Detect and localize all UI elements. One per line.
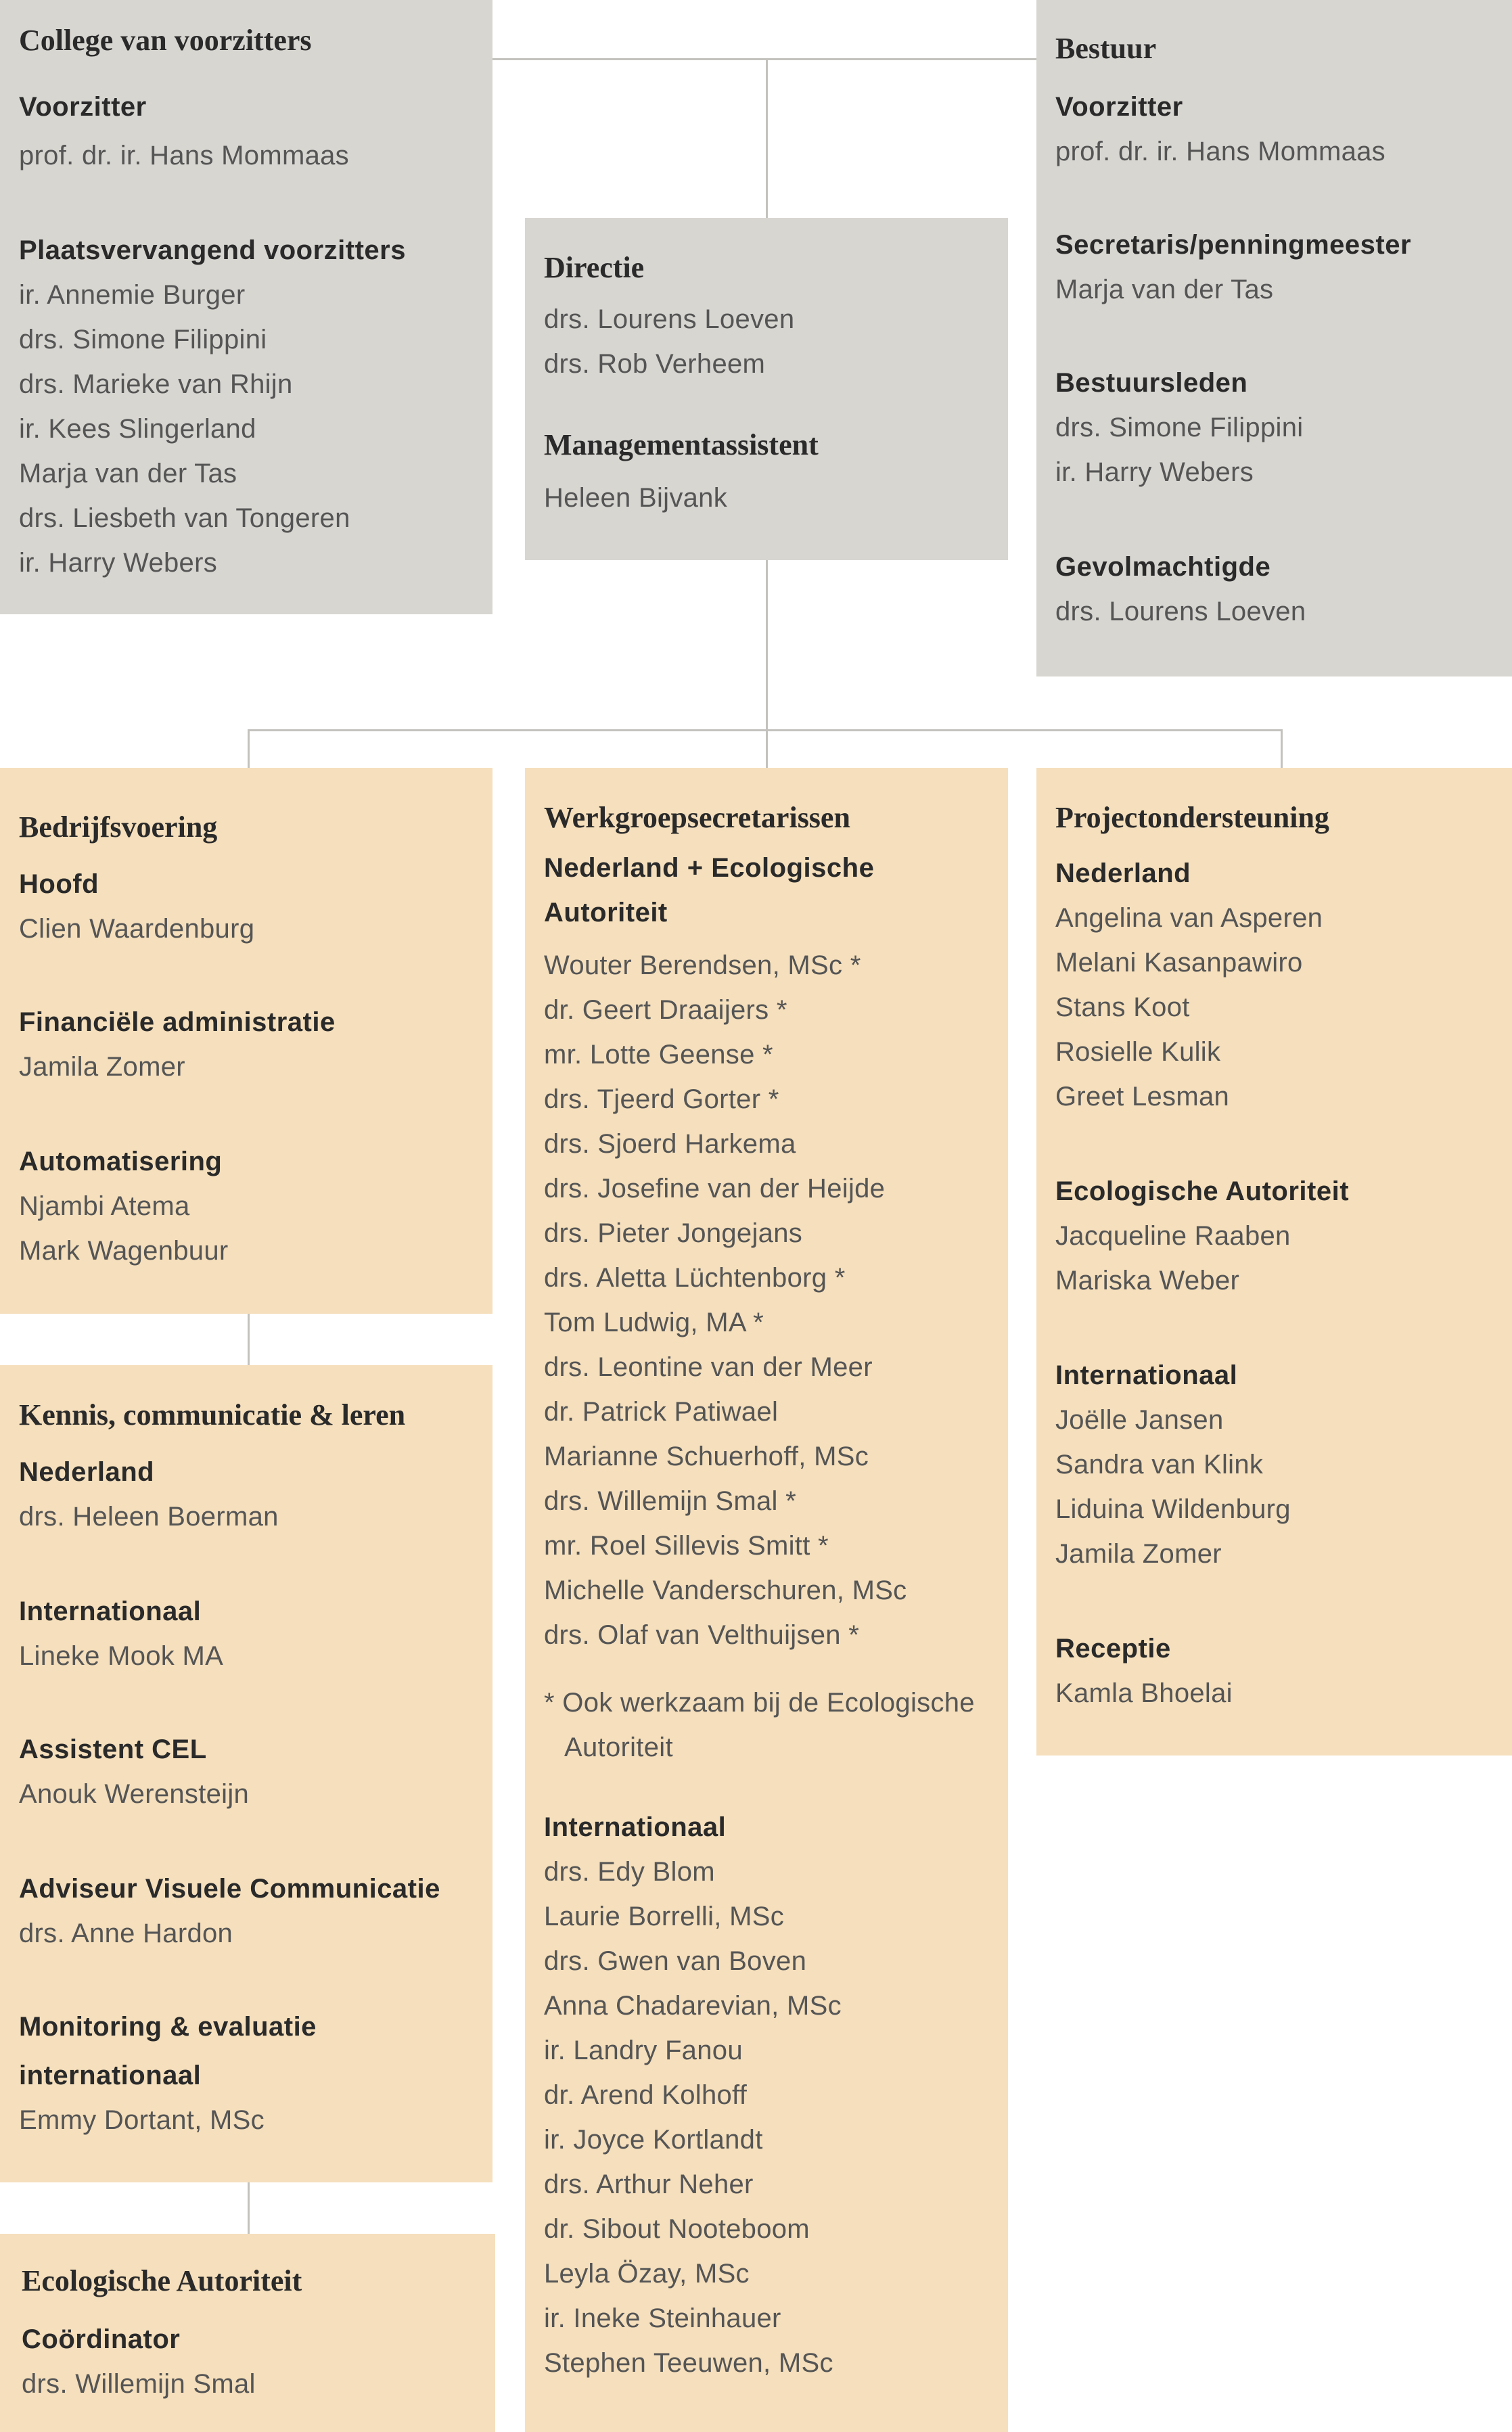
- werkgroep-int-heading: Internationaal: [544, 1812, 727, 1842]
- project-title: Projectondersteuning: [1055, 801, 1329, 834]
- werkgroep-int-name: Laurie Borrelli, MSc: [544, 1902, 785, 1931]
- werkgroep-int-name: ir. Landry Fanou: [544, 2036, 743, 2065]
- directie-member-name: drs. Lourens Loeven: [544, 304, 795, 334]
- kcl-box: [0, 1365, 492, 2182]
- werkgroep-nl-name: Wouter Berendsen, MSc *: [544, 950, 861, 980]
- bestuur-proxy-heading: Gevolmachtigde: [1055, 552, 1271, 582]
- college-deputy-name: Marja van der Tas: [19, 459, 237, 488]
- project-reception-name: Kamla Bhoelai: [1055, 1678, 1233, 1708]
- project-nl-name: Melani Kasanpawiro: [1055, 948, 1303, 978]
- kcl-monitoring-name: Emmy Dortant, MSc: [19, 2105, 265, 2135]
- bestuur-secretary-heading: Secretaris/penningmeester: [1055, 230, 1412, 260]
- bestuur-chair-name: prof. dr. ir. Hans Mommaas: [1055, 137, 1385, 166]
- project-nl-name: Stans Koot: [1055, 992, 1190, 1022]
- werkgroep-nl-name: drs. Willemijn Smal *: [544, 1486, 797, 1516]
- connector-top-horizontal: [492, 58, 1036, 60]
- kcl-nl-name: drs. Heleen Boerman: [19, 1502, 279, 1532]
- kcl-monitoring-heading: Monitoring & evaluatie: [19, 2012, 317, 2042]
- bestuur-secretary-name: Marja van der Tas: [1055, 275, 1274, 304]
- werkgroep-footnote: * Ook werkzaam bij de Ecologische: [544, 1688, 975, 1718]
- werkgroep-footnote: Autoriteit: [564, 1733, 673, 1762]
- werkgroep-nl-name: Tom Ludwig, MA *: [544, 1308, 764, 1337]
- bedrijfsvoering-head-name: Clien Waardenburg: [19, 914, 255, 944]
- eco-title: Ecologische Autoriteit: [22, 2264, 302, 2297]
- werkgroep-int-name: dr. Sibout Nooteboom: [544, 2214, 810, 2244]
- werkgroep-int-name: Anna Chadarevian, MSc: [544, 1991, 842, 2021]
- financial-admin-name: Jamila Zomer: [19, 1052, 185, 1082]
- directie-assistant-heading: Managementassistent: [544, 428, 819, 461]
- kcl-nl-heading: Nederland: [19, 1457, 155, 1487]
- bedrijfsvoering-box: [0, 768, 492, 1314]
- werkgroep-nl-name: drs. Aletta Lüchtenborg *: [544, 1263, 846, 1293]
- werkgroep-nl-name: mr. Roel Sillevis Smitt *: [544, 1531, 829, 1561]
- connector-to-project: [1281, 729, 1283, 768]
- werkgroep-int-name: Leyla Özay, MSc: [544, 2259, 750, 2289]
- connector-mid-horizontal: [248, 729, 1283, 731]
- directie-title: Directie: [544, 251, 645, 284]
- kcl-visual-name: drs. Anne Hardon: [19, 1919, 233, 1948]
- financial-admin-heading: Financiële administratie: [19, 1007, 336, 1037]
- werkgroep-nl-heading: Autoriteit: [544, 898, 668, 927]
- college-deputy-name: drs. Marieke van Rhijn: [19, 369, 293, 399]
- project-int-name: Jamila Zomer: [1055, 1539, 1222, 1569]
- project-nl-name: Angelina van Asperen: [1055, 903, 1323, 933]
- project-eco-heading: Ecologische Autoriteit: [1055, 1176, 1350, 1206]
- project-nl-name: Greet Lesman: [1055, 1082, 1230, 1111]
- bestuur-member-name: drs. Simone Filippini: [1055, 413, 1304, 442]
- automation-name: Mark Wagenbuur: [19, 1236, 229, 1266]
- directie-assistant-name: Heleen Bijvank: [544, 483, 728, 513]
- college-deputy-name: ir. Annemie Burger: [19, 280, 246, 310]
- project-nl-heading: Nederland: [1055, 858, 1191, 888]
- werkgroep-nl-name: mr. Lotte Geense *: [544, 1040, 773, 1070]
- werkgroep-nl-name: Michelle Vanderschuren, MSc: [544, 1576, 907, 1605]
- kcl-int-heading: Internationaal: [19, 1597, 202, 1626]
- bedrijfsvoering-title: Bedrijfsvoering: [19, 810, 218, 844]
- projectondersteuning-box: [1036, 768, 1512, 1756]
- werkgroep-nl-heading: Nederland + Ecologische: [544, 853, 875, 883]
- project-eco-name: Jacqueline Raaben: [1055, 1221, 1291, 1251]
- project-nl-name: Rosielle Kulik: [1055, 1037, 1221, 1067]
- automation-heading: Automatisering: [19, 1147, 223, 1176]
- connector-to-bedrijfsvoering: [248, 729, 250, 768]
- college-chair-heading: Voorzitter: [19, 92, 147, 122]
- connector-kcl-eco: [248, 2182, 250, 2234]
- werkgroep-int-name: drs. Arthur Neher: [544, 2170, 754, 2199]
- werkgroep-nl-name: dr. Patrick Patiwael: [544, 1397, 779, 1427]
- werkgroep-int-name: ir. Joyce Kortlandt: [544, 2125, 763, 2155]
- kcl-monitoring-heading: internationaal: [19, 2061, 202, 2090]
- college-van-voorzitters-box: [0, 0, 492, 614]
- werkgroep-nl-name: Marianne Schuerhoff, MSc: [544, 1442, 869, 1471]
- bestuur-member-name: ir. Harry Webers: [1055, 457, 1254, 487]
- college-deputy-heading: Plaatsvervangend voorzitters: [19, 235, 406, 265]
- directie-member-name: drs. Rob Verheem: [544, 349, 766, 379]
- project-int-name: Liduina Wildenburg: [1055, 1494, 1291, 1524]
- college-title: College van voorzitters: [19, 24, 312, 57]
- bestuur-proxy-name: drs. Lourens Loeven: [1055, 597, 1306, 626]
- college-chair-name: prof. dr. ir. Hans Mommaas: [19, 141, 349, 170]
- bestuur-title: Bestuur: [1055, 32, 1157, 65]
- werkgroep-nl-name: drs. Tjeerd Gorter *: [544, 1084, 779, 1114]
- project-int-heading: Internationaal: [1055, 1360, 1238, 1390]
- ecologische-autoriteit-box: [0, 2234, 495, 2432]
- werkgroep-nl-name: drs. Leontine van der Meer: [544, 1352, 873, 1382]
- connector-to-directie: [766, 58, 768, 218]
- project-reception-heading: Receptie: [1055, 1634, 1171, 1664]
- project-int-name: Sandra van Klink: [1055, 1450, 1264, 1479]
- eco-coordinator-heading: Coördinator: [22, 2324, 181, 2354]
- kcl-int-name: Lineke Mook MA: [19, 1641, 224, 1671]
- werkgroep-nl-name: dr. Geert Draaijers *: [544, 995, 787, 1025]
- werkgroepsecretarissen-box: [525, 768, 1008, 2432]
- werkgroep-int-name: dr. Arend Kolhoff: [544, 2080, 748, 2110]
- werkgroep-int-name: Stephen Teeuwen, MSc: [544, 2348, 833, 2378]
- project-eco-name: Mariska Weber: [1055, 1266, 1240, 1295]
- werkgroep-nl-name: drs. Pieter Jongejans: [544, 1218, 803, 1248]
- werkgroep-title: Werkgroepsecretarissen: [544, 801, 850, 834]
- bestuur-box: [1036, 0, 1512, 676]
- college-deputy-name: drs. Simone Filippini: [19, 325, 267, 354]
- college-deputy-name: ir. Harry Webers: [19, 548, 218, 578]
- werkgroep-int-name: drs. Gwen van Boven: [544, 1946, 807, 1976]
- bestuur-chair-heading: Voorzitter: [1055, 92, 1183, 122]
- werkgroep-nl-name: drs. Sjoerd Harkema: [544, 1129, 796, 1159]
- werkgroep-int-name: drs. Edy Blom: [544, 1857, 715, 1887]
- automation-name: Njambi Atema: [19, 1191, 190, 1221]
- bestuur-members-heading: Bestuursleden: [1055, 368, 1248, 398]
- kcl-title: Kennis, communicatie & leren: [19, 1398, 406, 1431]
- kcl-assistant-heading: Assistent CEL: [19, 1735, 207, 1764]
- kcl-assistant-name: Anouk Werensteijn: [19, 1779, 250, 1809]
- werkgroep-nl-name: drs. Josefine van der Heijde: [544, 1174, 886, 1203]
- kcl-visual-heading: Adviseur Visuele Communicatie: [19, 1874, 440, 1904]
- project-int-name: Joëlle Jansen: [1055, 1405, 1224, 1435]
- directie-box: [525, 218, 1008, 560]
- werkgroep-nl-name: drs. Olaf van Velthuijsen *: [544, 1620, 860, 1650]
- eco-coordinator-name: drs. Willemijn Smal: [22, 2369, 256, 2399]
- werkgroep-int-name: ir. Ineke Steinhauer: [544, 2303, 781, 2333]
- connector-bedrijf-kcl: [248, 1314, 250, 1365]
- college-deputy-name: ir. Kees Slingerland: [19, 414, 256, 444]
- bedrijfsvoering-head-heading: Hoofd: [19, 869, 99, 899]
- connector-directie-down: [766, 560, 768, 768]
- college-deputy-name: drs. Liesbeth van Tongeren: [19, 503, 350, 533]
